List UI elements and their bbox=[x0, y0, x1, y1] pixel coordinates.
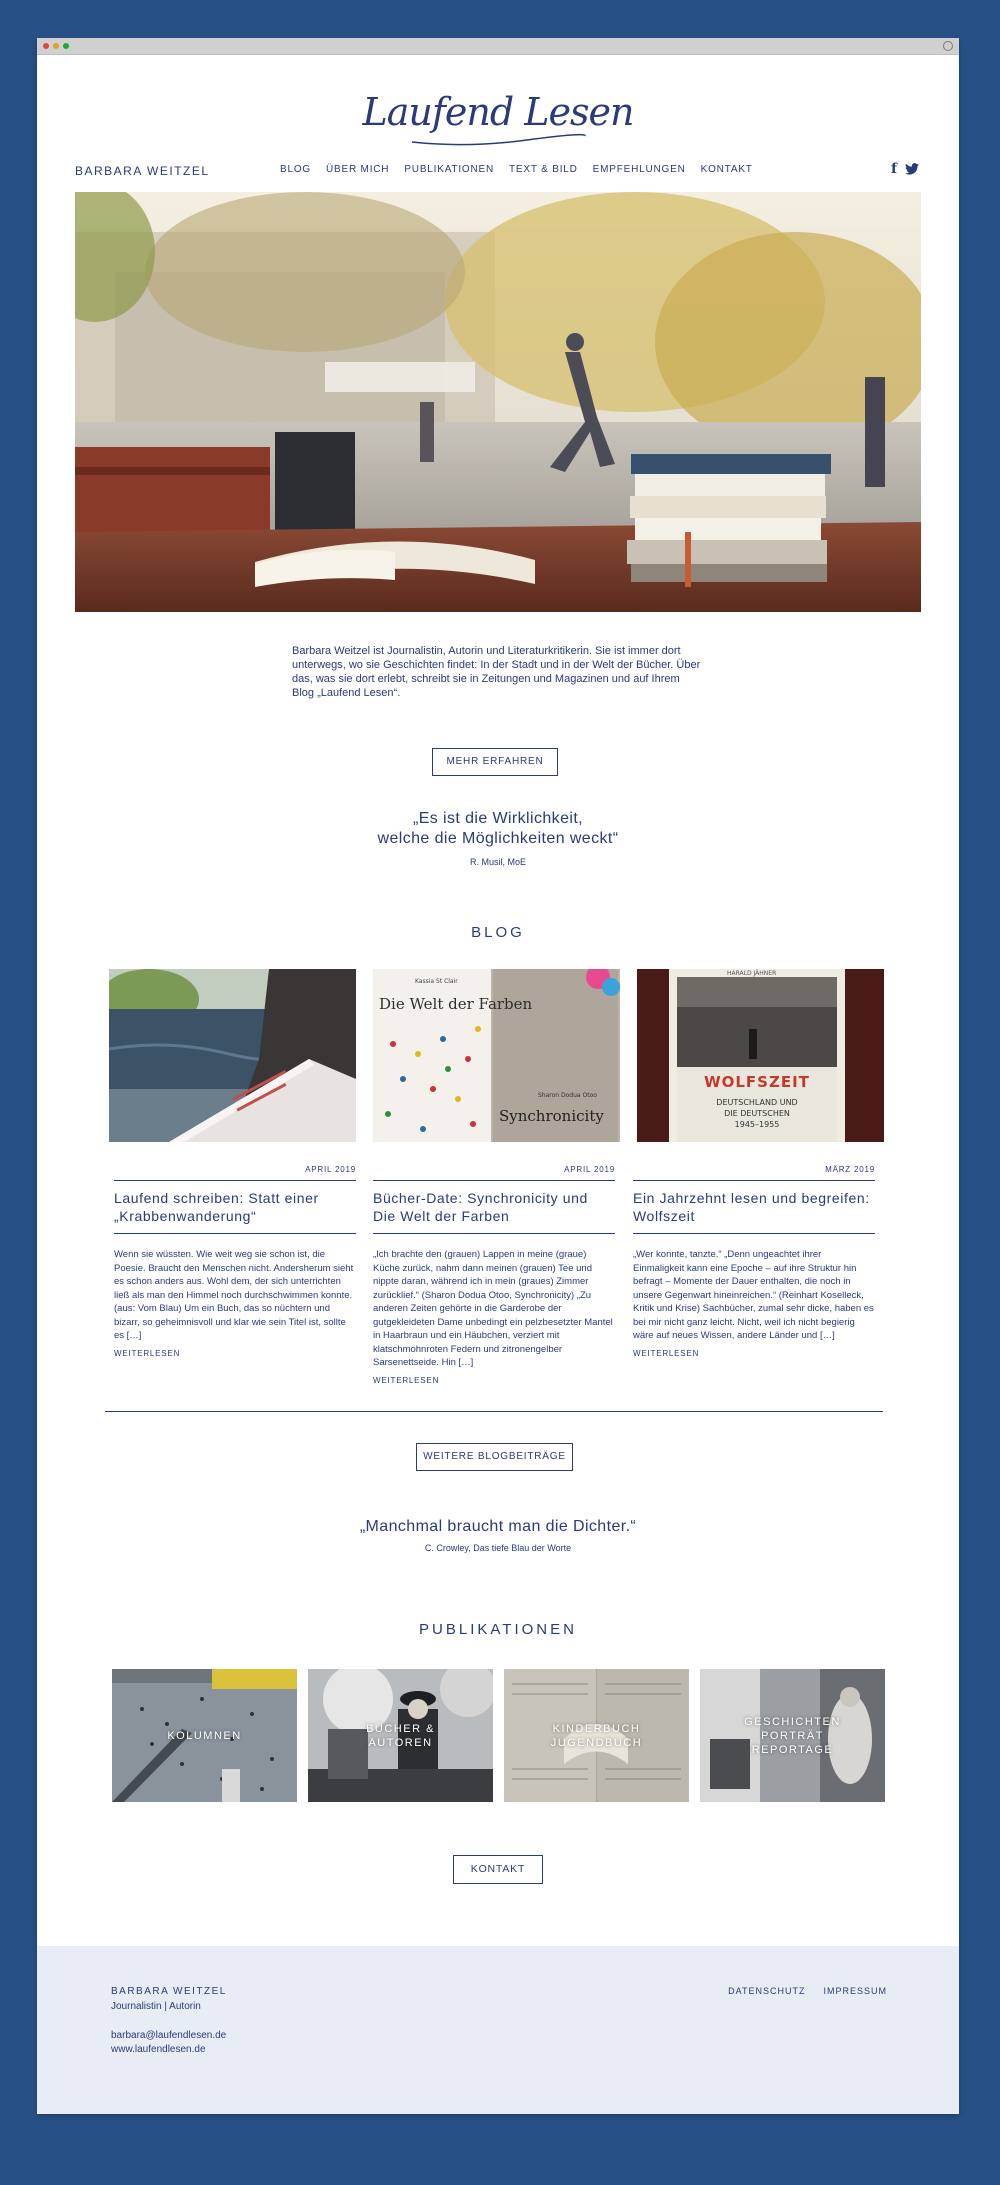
browser-window bbox=[37, 38, 959, 2114]
quote-line: „Manchmal braucht man die Dichter.“ bbox=[359, 1518, 637, 1535]
nav-item-publikationen[interactable]: PUBLIKATIONEN bbox=[404, 164, 495, 175]
mehr-erfahren-button[interactable]: MEHR ERFAHREN bbox=[432, 748, 558, 776]
post-title[interactable]: Bücher-Date: Synchronicity und Die Welt der Farben bbox=[373, 1181, 615, 1234]
blog-post-card bbox=[114, 1165, 356, 1358]
quote-line-1: „Es ist die Wirklichkeit, bbox=[412, 810, 584, 827]
quote-author: R. Musil, MoE bbox=[469, 857, 526, 867]
nav-item-ueber-mich[interactable]: ÜBER MICH bbox=[326, 164, 390, 175]
hero-image bbox=[75, 192, 921, 612]
book-cover-sub-1: DEUTSCHLAND UND bbox=[716, 1098, 798, 1107]
browser-chrome bbox=[37, 38, 959, 55]
blog-post-card bbox=[633, 1165, 875, 1358]
book-cover-author-jaehner: HARALD JÄHNER bbox=[727, 970, 777, 977]
close-window-dot[interactable] bbox=[43, 43, 49, 49]
book-cover-author-otoo: Sharon Dodua Otoo bbox=[538, 1092, 597, 1099]
nav-item-blog[interactable]: BLOG bbox=[280, 164, 311, 175]
nav-item-kontakt[interactable]: KONTAKT bbox=[700, 164, 753, 175]
footer-links bbox=[728, 1986, 887, 1996]
main-nav bbox=[280, 164, 753, 175]
book-cover-title-synchronicity: Synchronicity bbox=[499, 1107, 604, 1125]
intro-text: Barbara Weitzel ist Journalistin, Autorin und Literaturkritikerin. Sie ist immer dort unterwegs, wo sie Geschichten findet: In der Stadt und in der Welt der Bücher. Über das, was sie dort erlebt, schreibt sie in Zeitungen und Magazinen und auf Ihrem Blog „Laufend Lesen“. bbox=[292, 645, 701, 699]
nav-item-text-bild[interactable]: TEXT & BILD bbox=[509, 164, 578, 175]
post-excerpt: Wenn sie wüssten. Wie weit weg sie schon ist, die Poesie. Braucht den Menschen nicht. Andersherum sieht es schon anders aus. Wohl dem, der sich unterrichten ließ als man den Himmel noch durchschwimmen konnte. (aus: Vom Blau) Um ein Buch, das so nüchtern und bizarr, so geheimnisvoll und klar wie sein Titel ist, sollte es […] bbox=[114, 1249, 354, 1341]
browser-settings-icon[interactable] bbox=[943, 41, 953, 51]
publication-tile-geschichten[interactable] bbox=[700, 1669, 885, 1802]
quote-musil bbox=[37, 809, 959, 867]
twitter-icon[interactable] bbox=[905, 163, 919, 175]
minimize-window-dot[interactable] bbox=[53, 43, 59, 49]
post-date: APRIL 2019 bbox=[114, 1165, 356, 1181]
post-date: MÄRZ 2019 bbox=[633, 1165, 875, 1181]
logo-swash-icon bbox=[407, 130, 587, 150]
more-blog-posts-button[interactable]: WEITERE BLOGBEITRÄGE bbox=[416, 1443, 573, 1471]
read-more-link[interactable]: WEITERLESEN bbox=[373, 1375, 440, 1385]
publication-tile-kinderbuch[interactable] bbox=[504, 1669, 689, 1802]
book-cover-years: 1945–1955 bbox=[734, 1120, 780, 1129]
blog-post-card bbox=[373, 1165, 615, 1385]
quote-author: C. Crowley, Das tiefe Blau der Worte bbox=[424, 1543, 572, 1553]
footer bbox=[37, 1946, 959, 2114]
publication-label: GESCHICHTEN PORTRÄT REPORTAGE bbox=[744, 1715, 841, 1756]
blog-post-image-3[interactable] bbox=[637, 969, 884, 1142]
publications-section-title: PUBLIKATIONEN bbox=[419, 1621, 577, 1638]
publication-label: KINDERBUCH JUGENDBUCH bbox=[550, 1722, 643, 1749]
post-date: APRIL 2019 bbox=[373, 1165, 615, 1181]
footer-website-link[interactable]: www.laufendlesen.de bbox=[111, 2044, 206, 2055]
publication-tile-buecher-autoren[interactable] bbox=[308, 1669, 493, 1802]
publication-label: KOLUMNEN bbox=[167, 1729, 242, 1742]
nav-item-empfehlungen[interactable]: EMPFEHLUNGEN bbox=[592, 164, 686, 175]
facebook-icon[interactable]: f bbox=[890, 161, 897, 177]
read-more-link[interactable]: WEITERLESEN bbox=[633, 1348, 700, 1358]
post-title[interactable]: Ein Jahrzehnt lesen und begreifen: Wolfszeit bbox=[633, 1181, 875, 1234]
footer-email-link[interactable]: barbara@laufendlesen.de bbox=[111, 2030, 227, 2041]
quote-line-2: welche die Möglichkeiten weckt“ bbox=[377, 830, 619, 847]
datenschutz-link[interactable]: DATENSCHUTZ bbox=[728, 1986, 806, 1996]
blog-divider bbox=[105, 1411, 883, 1412]
read-more-link[interactable]: WEITERLESEN bbox=[114, 1348, 181, 1358]
book-cover-title-farben: Die Welt der Farben bbox=[379, 995, 533, 1013]
brand-name[interactable]: BARBARA WEITZEL bbox=[75, 164, 210, 178]
book-cover-title-wolfszeit: WOLFSZEIT bbox=[704, 1073, 810, 1091]
blog-post-image-2[interactable] bbox=[373, 969, 620, 1142]
blog-post-image-1[interactable] bbox=[109, 969, 356, 1142]
footer-name: BARBARA WEITZEL bbox=[111, 1986, 227, 1997]
post-title[interactable]: Laufend schreiben: Statt einer „Krabbenwanderung“ bbox=[114, 1181, 356, 1234]
publication-label: BÜCHER & AUTOREN bbox=[366, 1722, 435, 1749]
post-excerpt: „Ich brachte den (grauen) Lappen in meine (graue) Küche zurück, nahm dann meinen (grauen) Tee und nippte daran, während ich in mein (graues) Zimmer zurücklief.“ (Sharon Dodua Otoo, Synchronicity) „Zu anderen Zeiten gehörte in die Garderobe der gutgekleideten Dame unbedingt ein pelzbesetzter Mantel in Haarbraun und ein Häubchen, verziert mit klatschmohnroten Federn und zitronengelber Sarsenettseide. Hin […] bbox=[373, 1249, 613, 1368]
maximize-window-dot[interactable] bbox=[63, 43, 69, 49]
quote-crowley bbox=[37, 1517, 959, 1553]
blog-section-title: BLOG bbox=[471, 924, 525, 941]
kontakt-button[interactable]: KONTAKT bbox=[453, 1855, 543, 1884]
book-cover-sub-2: DIE DEUTSCHEN bbox=[724, 1109, 790, 1118]
post-excerpt: „Wer konnte, tanzte.“ „Denn ungeachtet ihrer Einmaligkeit kann eine Epoche – auf ihre Struktur hin befragt – Momente der Dauer enthalten, die noch in unsere Gegenwart hineinreichen.“ (Reinhart Koselleck, Kritik und Krise) Sachbücher, zumal sehr dicke, haben es bei mir nicht ganz leicht. Nicht, weil ich nicht begierig wäre auf neues Wissen, andere Länder und […] bbox=[633, 1249, 874, 1341]
footer-role: Journalistin | Autorin bbox=[111, 2001, 201, 2012]
book-cover-author-stclair: Kassia St Clair bbox=[415, 978, 458, 985]
publication-tile-kolumnen[interactable] bbox=[112, 1669, 297, 1802]
site-logo[interactable]: Laufend Lesen bbox=[362, 90, 634, 134]
social-links bbox=[891, 161, 919, 177]
impressum-link[interactable]: IMPRESSUM bbox=[823, 1986, 887, 1996]
